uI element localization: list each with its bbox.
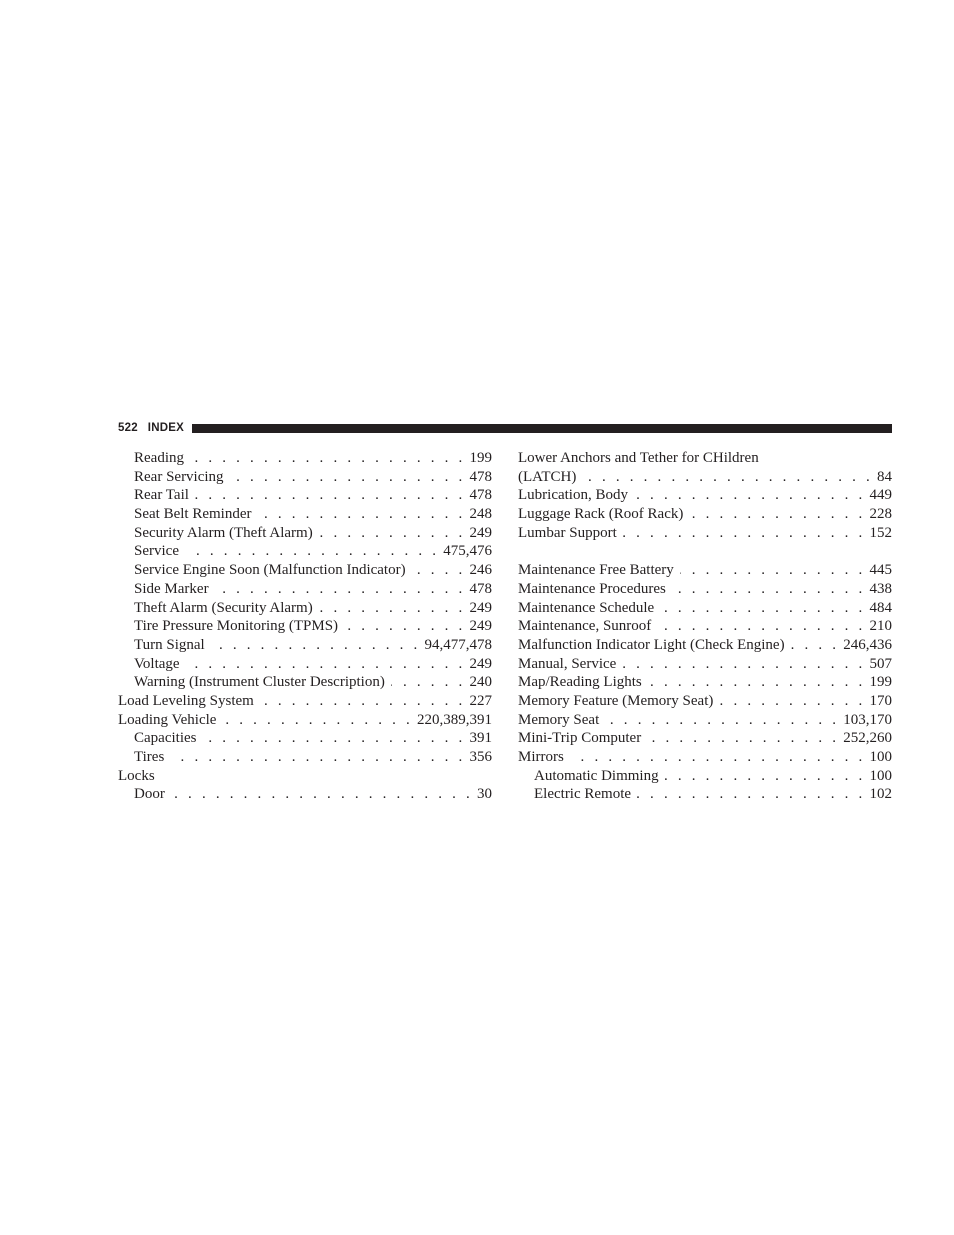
index-entry	[118, 711, 492, 730]
index-entry-page: 391	[469, 730, 492, 747]
dot-leader	[319, 524, 466, 543]
dot-leader	[791, 636, 840, 655]
index-entry-text: Locks	[118, 767, 155, 784]
index-group-gap	[518, 542, 892, 561]
index-entry-text: Luggage Rack (Roof Rack)	[518, 506, 684, 523]
index-entry	[518, 468, 892, 487]
index-entry-page: 210	[869, 618, 892, 635]
index-entry-page: 445	[869, 562, 892, 579]
index-entry-text: Service Engine Soon (Malfunction Indicator)	[134, 562, 406, 579]
index-entry	[518, 711, 892, 730]
index-subentry	[118, 486, 492, 505]
dot-leader	[637, 785, 865, 804]
index-entry	[518, 748, 892, 767]
index-entry-page: 249	[469, 599, 492, 616]
index-entry-page: 94,477,478	[424, 636, 492, 653]
index-subentry	[118, 599, 492, 618]
dot-leader	[230, 468, 466, 487]
dot-leader	[222, 711, 413, 730]
index-subentry	[118, 580, 492, 599]
index-entry-text: Turn Signal	[134, 636, 205, 653]
index-subentry	[518, 767, 892, 786]
index-entry-text: Mini-Trip Computer	[518, 730, 642, 747]
index-subentry	[518, 785, 892, 804]
index-entry-text: Maintenance Free Battery	[518, 562, 674, 579]
dot-leader	[605, 711, 839, 730]
dot-leader	[647, 729, 839, 748]
index-entry-text: Automatic Dimming	[534, 767, 659, 784]
index-entry-page: 252,260	[843, 730, 892, 747]
index-entry-page: 246	[469, 562, 492, 579]
dot-leader	[215, 580, 466, 599]
index-entry-text: Seat Belt Reminder	[134, 506, 252, 523]
index-entry-text: Load Leveling System	[118, 692, 254, 709]
index-entry	[518, 486, 892, 505]
index-subentry	[118, 729, 492, 748]
index-entry-text: Theft Alarm (Security Alarm)	[134, 599, 313, 616]
dot-leader	[689, 505, 865, 524]
index-entry-text: Warning (Instrument Cluster Description)	[134, 674, 385, 691]
index-entry-page: 248	[469, 506, 492, 523]
index-entry-page: 220,389,391	[417, 711, 492, 728]
index-entry-page: 249	[469, 618, 492, 635]
index-entry-page: 449	[869, 487, 892, 504]
index-entry-text: Lower Anchors and Tether for CHildren	[518, 450, 759, 466]
index-entry	[518, 655, 892, 674]
index-subentry	[118, 524, 492, 543]
index-subentry	[118, 505, 492, 524]
index-entry-page: 170	[869, 692, 892, 709]
index-entry-page: 246,436	[843, 636, 892, 653]
dot-leader	[186, 655, 466, 674]
index-entry-page: 478	[469, 468, 492, 485]
index-entry	[518, 449, 892, 468]
index-entry-text: Service	[134, 543, 179, 560]
dot-leader	[648, 673, 866, 692]
index-entry-page: 199	[469, 450, 492, 466]
index-entry-page: 438	[869, 580, 892, 597]
index-subentry	[118, 542, 492, 561]
index-entry-text: Lubrication, Body	[518, 487, 628, 504]
index-subentry	[118, 449, 492, 468]
index-entry-text: Tires	[134, 749, 165, 765]
index-entry-text: Manual, Service	[518, 655, 617, 672]
index-entry-page: 100	[869, 749, 892, 765]
index-entry-text: Maintenance Procedures	[518, 580, 666, 597]
index-entry-page: 507	[869, 655, 892, 672]
dot-leader	[257, 505, 465, 524]
index-entry-text: Loading Vehicle	[118, 711, 217, 728]
dot-leader	[344, 617, 465, 636]
dot-leader	[657, 617, 865, 636]
dot-leader	[412, 561, 466, 580]
header-rule	[192, 424, 892, 433]
index-entry-page: 152	[869, 524, 892, 541]
index-entry-page: 356	[469, 749, 492, 765]
index-entry-page: 249	[469, 655, 492, 672]
index-subentry	[118, 673, 492, 692]
index-entry-text: Map/Reading Lights	[518, 674, 642, 691]
index-entry	[118, 767, 492, 786]
index-entry-text: Rear Tail	[134, 487, 189, 504]
index-entry-page: 84	[877, 468, 892, 485]
index-entry-text: Memory Seat	[518, 711, 600, 728]
index-subentry	[118, 468, 492, 487]
index-entry-text: Electric Remote	[534, 786, 632, 803]
index-entry-text: Lumbar Support	[518, 524, 617, 541]
index-entry-page: 30	[477, 786, 492, 803]
index-entry	[518, 505, 892, 524]
index-entry-page: 484	[869, 599, 892, 616]
dot-leader	[260, 692, 466, 711]
index-entry-page: 478	[469, 487, 492, 504]
index-entry-text: Memory Feature (Memory Seat)	[518, 692, 714, 709]
index-entry-page: 228	[869, 506, 892, 523]
dot-leader	[195, 486, 466, 505]
index-entry-text: Capacities	[134, 730, 197, 747]
index-entry-page: 249	[469, 524, 492, 541]
dot-leader	[202, 729, 465, 748]
index-entry	[518, 580, 892, 599]
index-subentry	[118, 785, 492, 804]
dot-leader	[665, 767, 866, 786]
index-entry-page: 102	[869, 786, 892, 803]
dot-leader	[680, 561, 866, 580]
index-entry-text: Mirrors	[518, 749, 564, 765]
index-entry	[518, 561, 892, 580]
page-header	[118, 420, 892, 436]
index-entry-text: Reading	[134, 450, 184, 466]
dot-leader	[190, 449, 466, 468]
dot-leader	[319, 599, 466, 618]
index-entry-page: 478	[469, 580, 492, 597]
index-entry-text: Side Marker	[134, 580, 209, 597]
index-entry	[518, 636, 892, 655]
index-entry	[118, 692, 492, 711]
dot-leader	[622, 655, 865, 674]
index-entry-page: 227	[469, 692, 492, 709]
dot-leader	[570, 748, 866, 767]
index-entry-text: Security Alarm (Theft Alarm)	[134, 524, 313, 541]
index-entry	[518, 673, 892, 692]
index-subentry	[118, 655, 492, 674]
index-entry-text: Malfunction Indicator Light (Check Engine)	[518, 636, 785, 653]
index-entry	[518, 599, 892, 618]
dot-leader	[185, 542, 439, 561]
index-subentry	[118, 617, 492, 636]
index-entry-text: Rear Servicing	[134, 468, 224, 485]
index-entry	[518, 729, 892, 748]
index-entry-page: 475,476	[443, 543, 492, 560]
index-entry-page: 240	[469, 674, 492, 691]
index-entry-text: Tire Pressure Monitoring (TPMS)	[134, 618, 339, 635]
dot-leader	[634, 486, 866, 505]
index-subentry	[118, 636, 492, 655]
index-entry-text: Voltage	[134, 655, 180, 672]
index-entry-page: 103,170	[843, 711, 892, 728]
dot-leader	[719, 692, 865, 711]
index-entry-page: 100	[869, 767, 892, 784]
index-entry-text: Maintenance, Sunroof	[518, 618, 652, 635]
index-entry-text: Door	[134, 786, 165, 803]
index-subentry	[118, 561, 492, 580]
index-column-right	[518, 449, 892, 804]
index-entry-page: 199	[869, 674, 892, 691]
section-title: INDEX	[147, 422, 184, 434]
index-entry	[518, 617, 892, 636]
dot-leader	[171, 785, 473, 804]
dot-leader	[672, 580, 866, 599]
dot-leader	[582, 468, 873, 487]
dot-leader	[623, 524, 866, 543]
dot-leader	[660, 599, 865, 618]
index-entry	[518, 524, 892, 543]
page-number: 522	[118, 422, 138, 434]
index-subentry	[118, 748, 492, 767]
index-entry-text: Maintenance Schedule	[518, 599, 655, 616]
dot-leader	[170, 748, 465, 767]
index-column-left	[118, 449, 492, 804]
index-entry	[518, 692, 892, 711]
index-entry-text: (LATCH)	[518, 468, 577, 485]
dot-leader	[391, 673, 466, 692]
dot-leader	[211, 636, 421, 655]
